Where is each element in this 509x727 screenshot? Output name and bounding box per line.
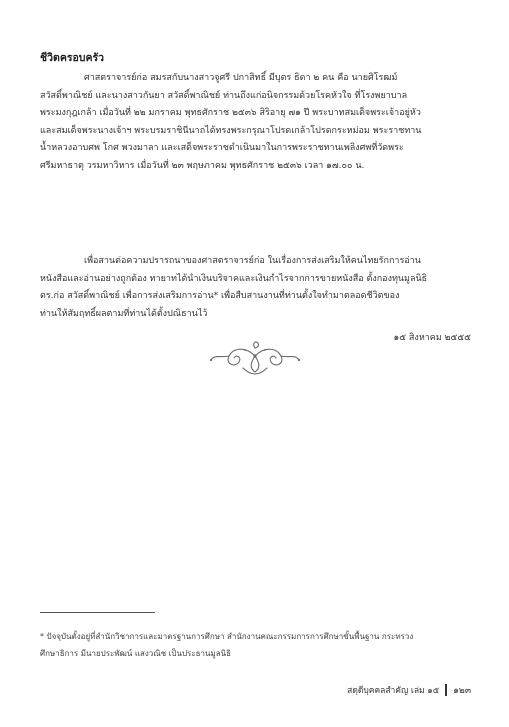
paragraph-foundation (40, 253, 472, 323)
footnote (40, 628, 472, 662)
paragraph-line: พระมงกุฎเกล้า เมื่อวันที่ ๒๒ มกราคม พุทธศักราช ๒๕๓๖ สิริอายุ ๗๑ ปี พระบาทสมเด็จพระเจ้าอยู่หัว (40, 108, 421, 119)
footer-separator (445, 684, 447, 696)
paragraph-line: ศาสตราจารย์ก่อ สมรสกับนางสาวจูศรี ปกาสิทธิ์ มีบุตร ธิดา ๒ คน คือ นายศิโรฒม์ (84, 73, 398, 83)
paragraph-line: น้ำหลวงอาบศพ โกศ พวงมาลา และเสด็จพระราชดำเนินมาในการพระราชทานเพลิงศพที่วัดพระ (40, 143, 404, 154)
paragraph-line: ท่านให้สัมฤทธิ์ผลตามที่ท่านได้ตั้งปณิธานไว้ (40, 308, 208, 319)
paragraph-line: สวัสดิ์พาณิชย์ และนางสาวกันยา สวัสดิ์พาณิชย์ ท่านถึงแก่อนิจกรรมด้วยโรคหัวใจ ที่โรงพยาบาล (40, 90, 408, 101)
paragraph-family-life (40, 70, 472, 176)
footnote-divider (40, 612, 155, 613)
floral-flourish-icon (205, 338, 305, 380)
paragraph-line: และสมเด็จพระนางเจ้าฯ พระบรมราชินีนาถได้ทรงพระกรุณาโปรดเกล้าโปรดกระหม่อม พระราชทาน (40, 125, 422, 136)
date-line: ๑๕ สิงหาคม ๒๕๕๕ (393, 333, 471, 343)
paragraph-line: ดร.ก่อ สวัสดิ์พาณิชย์ เพื่อการส่งเสริมการอ่าน* เพื่อสืบสานงานที่ท่านตั้งใจทำมาตลอดชีวิตของ (40, 291, 400, 302)
footnote-line: * ปัจจุบันตั้งอยู่ที่สำนักวิชาการและมาตรฐานการศึกษา สำนักงานคณะกรรมการการศึกษาขั้นพื้นฐาน กระทรวง (40, 632, 414, 641)
section-heading: ชีวิตครอบครัว (40, 52, 105, 64)
page-number: ๑๒๓ (453, 686, 471, 696)
paragraph-line: ศรีมหาธาตุ วรมหาวิหาร เมื่อวันที่ ๒๓ พฤษภาคม พุทธศักราช ๒๕๓๖ เวลา ๑๗.๐๐ น. (40, 160, 365, 171)
running-footer (347, 683, 471, 697)
paragraph-line: เพื่อสานต่อความปรารถนาของศาสตราจารย์ก่อ ในเรื่องการส่งเสริมให้คนไทยรักการอ่าน (84, 256, 421, 266)
footnote-line: ศึกษาธิการ มีนายประพัฒน์ แสงวณิช เป็นประธานมูลนิธิ (40, 649, 232, 658)
running-title: สดุดีบุคคลสำคัญ เล่ม ๑๕ (347, 686, 440, 696)
paragraph-line: หนังสือและอ่านอย่างถูกต้อง ทายาทได้นำเงินบริจาคและเงินกำไรจากการขายหนังสือ ตั้งกองทุนมูลนิธิ (40, 273, 428, 284)
